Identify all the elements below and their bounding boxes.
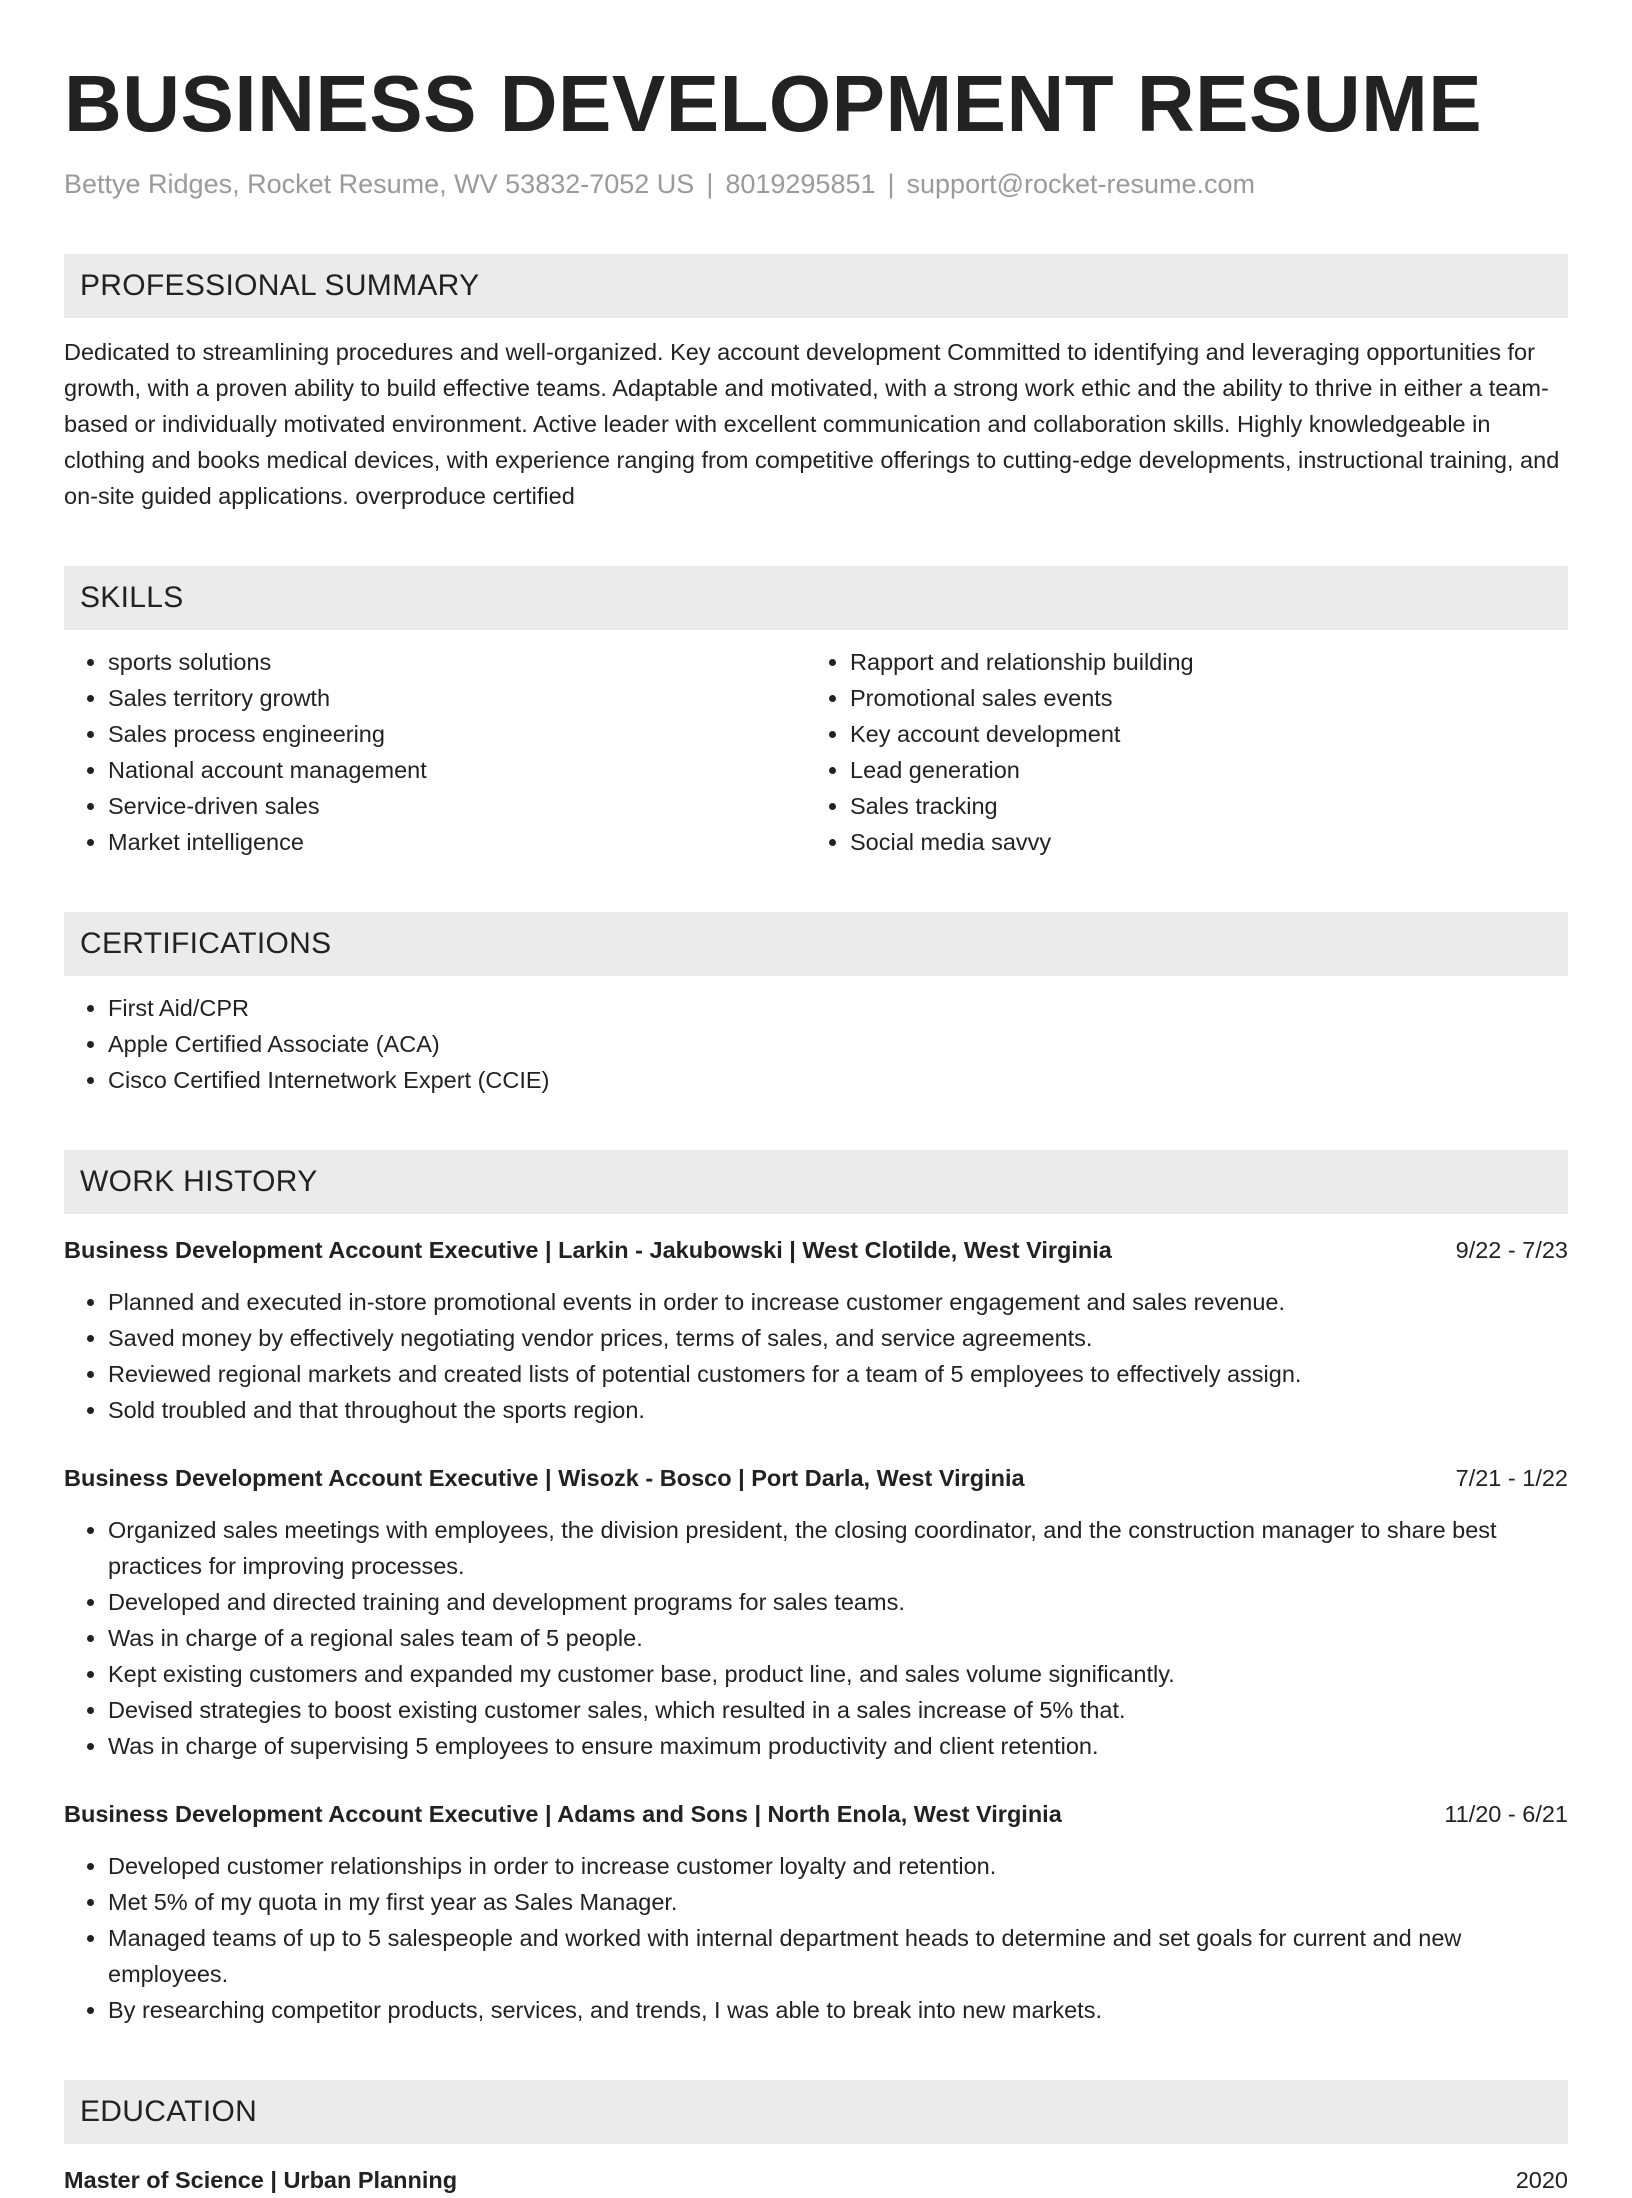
resume-page bbox=[64, 0, 1568, 2198]
skill-item: • Sales process engineering bbox=[108, 716, 806, 752]
job-title: Business Development Account Executive | Larkin - Jakubowski | West Clotilde, West Virginia bbox=[64, 1237, 1112, 1263]
job-bullet: • Sold troubled and that throughout the sports region. bbox=[108, 1392, 1568, 1428]
summary-section-header bbox=[64, 254, 1568, 318]
job-entry bbox=[64, 1460, 1568, 1764]
contact-phone: 8019295851 bbox=[725, 169, 876, 199]
skill-item: • National account management bbox=[108, 752, 806, 788]
skills-heading: SKILLS bbox=[80, 581, 184, 614]
job-bullets bbox=[64, 1512, 1568, 1764]
summary-text: Dedicated to streamlining procedures and well-organized. Key account development Committed to identifying and leveraging opportunities for growth, with a proven ability to build effective teams. Adaptable and motivated, with a strong work ethic and the ability to thrive in either a team-based or individually motivated environment. Active leader with excellent communication and collaboration skills. Highly knowledgeable in clothing and books medical devices, with experience ranging from competitive offerings to cutting-edge developments, instructional training, and on-site guided applications. overproduce certified bbox=[64, 339, 1560, 509]
skill-item: • Lead generation bbox=[850, 752, 1548, 788]
job-header bbox=[64, 1232, 1568, 1268]
job-entry bbox=[64, 1232, 1568, 1428]
work-history-section-header bbox=[64, 1150, 1568, 1214]
job-dates: 11/20 - 6/21 bbox=[1444, 1801, 1568, 1827]
skill-item: • Key account development bbox=[850, 716, 1548, 752]
skill-item: • Rapport and relationship building bbox=[850, 644, 1548, 680]
job-bullet: • By researching competitor products, services, and trends, I was able to break into new markets. bbox=[108, 1992, 1568, 2028]
job-header bbox=[64, 1460, 1568, 1496]
work-history-heading: WORK HISTORY bbox=[80, 1165, 318, 1198]
job-bullet: • Developed customer relationships in order to increase customer loyalty and retention. bbox=[108, 1848, 1568, 1884]
certifications-list bbox=[64, 990, 1568, 1098]
job-header bbox=[64, 1796, 1568, 1832]
job-dates: 9/22 - 7/23 bbox=[1455, 1237, 1568, 1263]
skill-item: • Service-driven sales bbox=[108, 788, 806, 824]
certification-item: • Apple Certified Associate (ACA) bbox=[108, 1026, 1568, 1062]
contact-separator: | bbox=[887, 169, 895, 199]
job-bullet: • Organized sales meetings with employees, the division president, the closing coordinator, and the construction manager to share best practices for improving processes. bbox=[108, 1512, 1568, 1584]
education-entry bbox=[64, 2162, 1568, 2198]
summary-heading: PROFESSIONAL SUMMARY bbox=[80, 269, 480, 302]
job-dates: 7/21 - 1/22 bbox=[1455, 1465, 1568, 1491]
certifications-heading: CERTIFICATIONS bbox=[80, 927, 332, 960]
job-entry bbox=[64, 1796, 1568, 2028]
education-section-header bbox=[64, 2080, 1568, 2144]
skills-list-left bbox=[64, 644, 806, 860]
contact-email[interactable]: support@rocket-resume.com bbox=[906, 169, 1256, 199]
job-bullet: • Saved money by effectively negotiating vendor prices, terms of sales, and service agreements. bbox=[108, 1320, 1568, 1356]
education-year: 2020 bbox=[1515, 2167, 1568, 2193]
job-title: Business Development Account Executive | Adams and Sons | North Enola, West Virginia bbox=[64, 1801, 1062, 1827]
job-bullet: • Reviewed regional markets and created lists of potential customers for a team of 5 employees to effectively assign. bbox=[108, 1356, 1568, 1392]
education-degree: Master of Science | Urban Planning bbox=[64, 2167, 458, 2193]
job-bullet: • Met 5% of my quota in my first year as Sales Manager. bbox=[108, 1884, 1568, 1920]
certifications-section-header bbox=[64, 912, 1568, 976]
skill-item: • Social media savvy bbox=[850, 824, 1548, 860]
job-title: Business Development Account Executive | Wisozk - Bosco | Port Darla, West Virginia bbox=[64, 1465, 1025, 1491]
education-heading: EDUCATION bbox=[80, 2095, 258, 2128]
job-bullets bbox=[64, 1848, 1568, 2028]
certification-item: • First Aid/CPR bbox=[108, 990, 1568, 1026]
skills-section-header bbox=[64, 566, 1568, 630]
skills-columns bbox=[64, 630, 1568, 860]
job-bullet: • Developed and directed training and development programs for sales teams. bbox=[108, 1584, 1568, 1620]
job-bullet: • Was in charge of supervising 5 employees to ensure maximum productivity and client retention. bbox=[108, 1728, 1568, 1764]
contact-line bbox=[64, 166, 1568, 202]
skills-list-right bbox=[806, 644, 1548, 860]
job-bullet: • Managed teams of up to 5 salespeople and worked with internal department heads to determine and set goals for current and new employees. bbox=[108, 1920, 1568, 1992]
certification-item: • Cisco Certified Internetwork Expert (CCIE) bbox=[108, 1062, 1568, 1098]
skill-item: • Market intelligence bbox=[108, 824, 806, 860]
job-bullet: • Kept existing customers and expanded my customer base, product line, and sales volume significantly. bbox=[108, 1656, 1568, 1692]
resume-title: BUSINESS DEVELOPMENT RESUME bbox=[64, 59, 1483, 148]
skill-item: • Sales territory growth bbox=[108, 680, 806, 716]
job-bullet: • Was in charge of a regional sales team of 5 people. bbox=[108, 1620, 1568, 1656]
job-bullets bbox=[64, 1284, 1568, 1428]
job-bullet: • Devised strategies to boost existing customer sales, which resulted in a sales increase of 5% that. bbox=[108, 1692, 1568, 1728]
contact-address: Bettye Ridges, Rocket Resume, WV 53832-7052 US bbox=[64, 169, 695, 199]
skill-item: • Sales tracking bbox=[850, 788, 1548, 824]
skill-item: • Promotional sales events bbox=[850, 680, 1548, 716]
contact-separator: | bbox=[706, 169, 714, 199]
skill-item: • sports solutions bbox=[108, 644, 806, 680]
job-bullet: • Planned and executed in-store promotional events in order to increase customer engagement and sales revenue. bbox=[108, 1284, 1568, 1320]
